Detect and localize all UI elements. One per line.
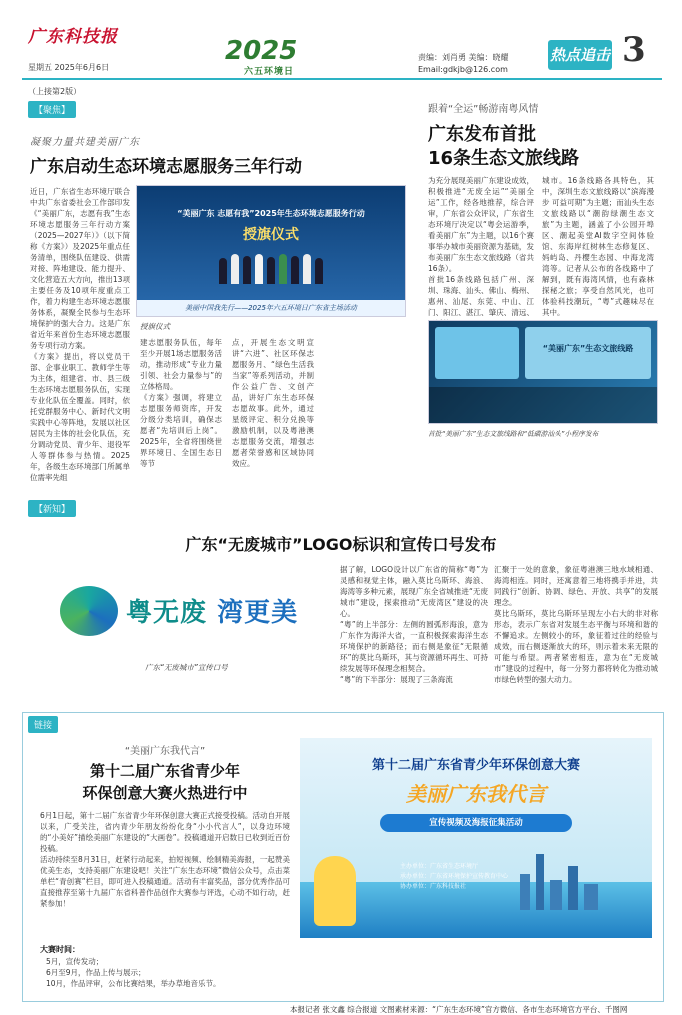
schedule-item: 5月，宣传发动； <box>46 957 104 966</box>
a1-caption: 授旗仪式 <box>140 322 170 331</box>
tag-news: 【新知】 <box>28 500 76 517</box>
a4-body: 6月1日起，第十二届广东省青少年环保创意大赛正式接受投稿。活动自开展以来，广受关注，省内青少年朋友纷纷化身“小小代言人”，以身边环境的“小美好”描绘美丽广东建设的“大画卷”。投稿通道开启数日已收到近百份投稿。 活动持续至8月31日，赶紧行动起来，拍短视频、绘制精美海报，一起赞美优美生态，支持美丽广东建设吧！关注“广东生态环境”微信公众号，点击菜单栏“青创赛”栏目，即可进入投稿通道。活动有丰富奖品，部分优秀作品可直接推荐至第十九届广东省科普作品创作大赛参与评选，心动不如行动，赶紧参加！ <box>40 811 290 908</box>
a4-schedule <box>46 956 296 989</box>
poster-title: 第十二届广东省青少年环保创意大赛 <box>371 758 580 773</box>
editor-credits <box>418 52 509 76</box>
logo-subtitle: 六五环境日 <box>244 67 295 77</box>
city-skyline-icon <box>510 850 630 910</box>
mobius-logo-icon <box>60 586 118 636</box>
editor-line: 责编：刘肖勇 美编：晓耀 <box>418 53 509 62</box>
a3-title: 广东“无废城市”LOGO标识和宣传口号发布 <box>185 535 497 554</box>
schedule-item: 10月，作品评审，公布比赛结果，举办草地音乐节。 <box>46 979 221 988</box>
a3-col2: 汇聚于一处的意象，象征粤港澳三地水域相通、海湾相连。同时，还寓意着三地将携手并进，共同践行“创新、协调、绿色、开放、共享”的发展理念。 莫比乌斯环，莫比乌斯环呈现左小右大的非对称形态，表示广东省对发展生态平衡与环境和谐的不懈追求。左侧较小的环，象征着过往的经验与成效，而右侧逐渐放大的环，则示着未来无限的可能与希望。两者紧密相连，意为在“无废城市”建设的过程中，每一分努力都将转化为推动城市绿色转型的强大动力。 <box>494 565 658 684</box>
mascot-icon <box>314 856 356 926</box>
poster-org-line: 协办单位：广东科技报社 <box>400 883 467 890</box>
a4-title-line2: 环保创意大赛火热进行中 <box>82 784 248 802</box>
a3-col1: 据了解，LOGO设计以广东省的简称“粤”为灵感和视觉主体，融入莫比乌斯环、海浪、海湾等多种元素，展现广东全省城推进“无废城市”建设，探索推动“无废湾区”建设的决心。 “粤”的上半部分：左侧的圆弧形海浪，意为广东作为海洋大省，一直积极探索海洋生态环境保护的新路径；而右侧是象征“无限循环”的莫比乌斯环，其与资源循环再生、可持续发展等环保理念相契合。 “粤”的下半部分：展现了三条海流 <box>340 565 488 684</box>
a2-col1: 为充分展现美丽广东建设成效，积极推进“无废全运”“美丽全运”工作，经各地推荐，综合评审，广东省公众评议，广东省生态环境厅决定以“粤会运游季，看美丽广东”为主题，以16个赛事举办城市美丽资源为基础，发布美丽广东生态文旅线路（省共16条）。 首批16条线路包括广州、深圳、珠海、汕头、佛山、梅州、惠州、汕尾、东莞、中山、江门、阳江、湛江、肇庆、清远、 <box>428 176 534 317</box>
continued-note: （上接第2版） <box>28 87 82 96</box>
screen-panel-left <box>435 327 519 379</box>
poster-org-line: 承办单位：广东省环境保护宣传教育中心 <box>400 873 509 880</box>
a1-col2: 建志愿服务队伍，每年至少开展1场志愿服务活动，推动形成“专业力量引领、社会力量参与”的立体格局。 《方案》强调，将建立志愿服务师资库，开发分级分类培训，确保志愿者“先培训后上岗”。2025年，全省将围绕世界环境日、全国生态日等节 <box>140 338 222 468</box>
contest-poster <box>300 738 652 938</box>
poster-organizers <box>400 862 508 892</box>
a2-col2: 城市。16条线路各具特色，其中，深圳生态文旅线路以“滨海漫步 可益可期”为主题；而汕头生态文旅线路以“潮韵绿潮生态文旅”为主题，涵盖了小公园开埠区、潮起美堂AI数字空间体验馆、东海岸红树林生态修复区、妈屿岛、丹樱生态园、中海龙湾湾等。记者从公布的各线路中了解到，既有海湾风情，也有森林探秘之旅；享受自然风光，也可体验科技潮玩，“粤”式趣味尽在其中。 <box>542 176 654 317</box>
a1-kicker: 凝聚力量共建美丽广东 <box>30 137 140 148</box>
poster-slogan: 美丽广东我代言 <box>406 782 546 806</box>
a2-kicker: 跟着“全运”畅游南粤风情 <box>428 104 539 115</box>
page-number: 3 <box>622 30 646 70</box>
a2-title-line2: 16条生态文旅线路 <box>428 148 580 169</box>
section-badge: 热点追击 <box>548 40 612 70</box>
a1-photo <box>136 185 406 317</box>
a4-kicker: “美丽广东我代言” <box>124 746 206 757</box>
people-silhouettes <box>177 248 365 284</box>
audience <box>429 387 657 423</box>
tag-focus: 【聚焦】 <box>28 101 76 118</box>
slogan-part-b: 湾更美 <box>217 598 299 628</box>
poster-org-line: 主办单位：广东省生态环境厅 <box>400 863 479 870</box>
a3-caption: 广东“无废城市”宣传口号 <box>145 663 228 672</box>
tag-link: 链接 <box>28 716 58 733</box>
photo-sign: 授旗仪式 <box>243 227 299 243</box>
wastefree-logo <box>60 578 320 646</box>
slogan-part-a: 粤无废 <box>126 598 208 628</box>
masthead: 广东科技报 <box>28 27 118 47</box>
a4-title-line1: 第十二届广东省青少年 <box>89 762 240 780</box>
a4-schedule-title: 大赛时间： <box>40 945 80 954</box>
issue-date: 星期五 2025年6月6日 <box>28 63 110 72</box>
email-line: Email:gdkjb@126.com <box>418 65 508 74</box>
a1-col3: 点，开展生态文明宣讲“六进”、社区环保志愿服务月、“绿色生活我当家”等系列活动，并制作公益广告、文创产品，讲好广东生态环保志愿故事。此外，通过星级评定、积分兑换等激励机制，以及粤港澳志愿服务交流，增强志愿者荣誉感和区域协同效应。 <box>232 338 314 468</box>
a2-title-line1: 广东发布首批 <box>428 124 536 145</box>
header-rule <box>22 78 662 80</box>
a1-col1: 近日，广东省生态环境厅联合中共广东省委社会工作部印发《“美丽广东，志愿有我”生态环境志愿服务三年行动方案（2025—2027年）》（以下简称《方案》）及2025年重点任务清单，围绕队伍建设、供需对接、阵地建设、能力提升、文化营造五大方向，推出13项主要任务及10项年度重点工作，着力构建生态环境志愿服务体系，凝聚全民参与生态环境保护的强大合力。这是广东省近年来首份生态环境志愿服务专项行动方案。 《方案》提出，将以党员干部、企事业职工、教师学生等为主体，组建省、市、县三级生态环境志愿服务队伍，实现专业化队伍全覆盖。同时，依托党群服务中心、新时代文明实践中心等阵地，发展以社区居民为主体的社会化队伍，充分调动党员、青少年、退役军人等群体参与热情。2025年，各级生态环境部门所属单位需率先组 <box>30 187 130 482</box>
a2-photo <box>428 320 658 424</box>
footer-credits: 本报记者 张文鑫 综合报道 文图素材来源：“广东生态环境”官方微信、各市生态环境官方平台、千图网 <box>290 1005 628 1014</box>
poster-subtitle: 宣传视频及海报征集活动 <box>380 814 572 832</box>
screen-title: “美丽广东”生态文旅线路 <box>542 344 634 353</box>
photo-floor-banner: 美丽中国我先行——2025年六五环境日广东省主场活动 <box>137 300 405 316</box>
schedule-item: 6月至9月，作品上传与展示； <box>46 968 146 977</box>
a2-caption: 首批“美丽广东”生态文旅线路和“低碳游汕头”小程序发布 <box>428 430 599 438</box>
logo-2025: 2025 <box>225 36 298 66</box>
a1-title: 广东启动生态环境志愿服务三年行动 <box>30 157 302 177</box>
photo-banner: “美丽广东 志愿有我”2025年生态环境志愿服务行动 <box>177 209 365 218</box>
